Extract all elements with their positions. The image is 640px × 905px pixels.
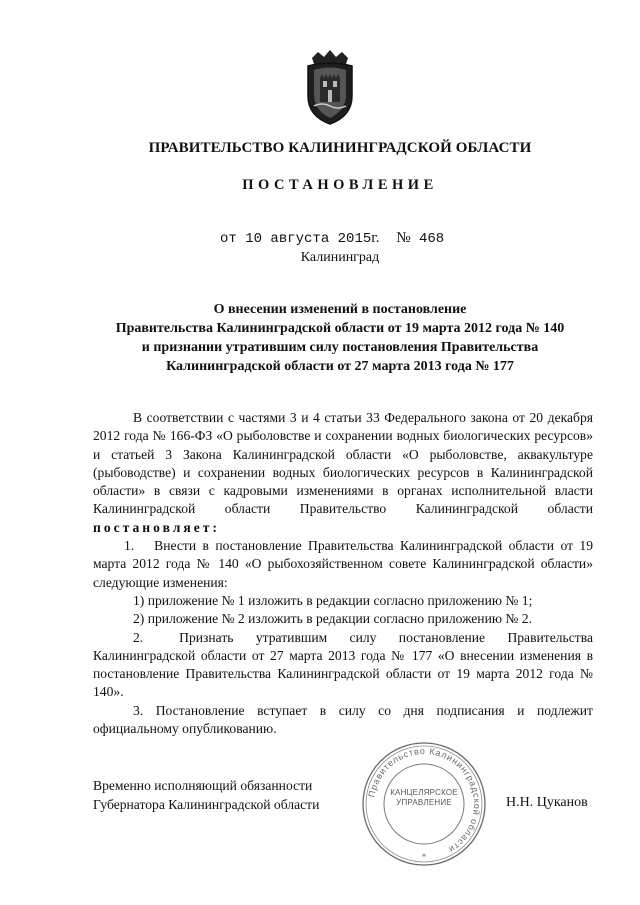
preamble-paragraph — [93, 409, 593, 537]
signatory-position — [93, 776, 319, 814]
signatory-name: Н.Н. Цуканов — [506, 795, 588, 810]
svg-text:*: * — [421, 852, 427, 862]
document-body — [93, 409, 593, 738]
item-2: 2. Признать утратившим силу постановление Правительства Калининградской области от 27 марта 2013 года № 177 «О внесении изменения в постановление Правительства Калининградской области от 19 марта 2012 года № 140». — [93, 629, 593, 700]
position-line: Временно исполняющий обязанности — [93, 778, 313, 793]
preamble-text: В соответствии с частями 3 и 4 статьи 33 Федерального закона от 20 декабря 2012 года № 166-ФЗ «О рыболовстве и сохранении водных биологических ресурсов» и статьей 3 Закона Калининградской области «О рыболовстве, аквакультуре (рыбоводстве) и сохранении водных биологических ресурсов в Калининградской области» в связи с кадровыми изменениями в органах исполнительной власти Калининградской области Правительство Калининградской области — [93, 410, 593, 517]
item-1-2: 2) приложение № 2 изложить в редакции согласно приложению № 2. — [133, 611, 532, 627]
seal-center-line: КАНЦЕЛЯРСКОЕ — [390, 788, 458, 797]
seal-ring-text: Правительство Калининградской области — [366, 745, 483, 855]
item-3: 3. Постановление вступает в силу со дня подписания и подлежит официальному опубликованию. — [93, 702, 593, 737]
date-value: 10 августа — [245, 231, 330, 247]
document-title — [60, 300, 620, 376]
title-line: Калининградской области от 27 марта 2013 года № 177 — [166, 359, 514, 374]
year-value: 2015 — [337, 231, 372, 247]
position-line: Губернатора Калининградской области — [93, 797, 320, 812]
document-number: 468 — [419, 231, 445, 247]
title-line: и признании утратившим силу постановления Правительства — [141, 340, 539, 355]
title-line: О внесении изменений в постановление — [213, 302, 467, 317]
coat-of-arms-emblem — [298, 48, 362, 128]
number-sign: № — [396, 230, 411, 246]
date-line — [220, 230, 444, 247]
item-1: 1. Внести в постановление Правительства Калининградской области от 19 марта 2012 года № 140 «О рыбохозяйственном совете Калининградской области» следующие изменения: — [93, 538, 593, 590]
government-name: ПРАВИТЕЛЬСТВО КАЛИНИНГРАДСКОЙ ОБЛАСТИ — [148, 140, 532, 156]
seal-center-line: УПРАВЛЕНИЕ — [396, 798, 452, 807]
decree-word: постановляет: — [93, 519, 220, 535]
year-suffix: г. — [371, 230, 380, 246]
title-line: Правительства Калининградской области от 19 марта 2012 года № 140 — [115, 321, 565, 336]
item-1-1: 1) приложение № 1 изложить в редакции согласно приложению № 1; — [133, 592, 533, 608]
date-prefix: от — [220, 231, 237, 247]
document-type: ПОСТАНОВЛЕНИЕ — [242, 177, 438, 193]
city: Калининград — [300, 250, 380, 265]
seal-center-text — [386, 788, 462, 808]
